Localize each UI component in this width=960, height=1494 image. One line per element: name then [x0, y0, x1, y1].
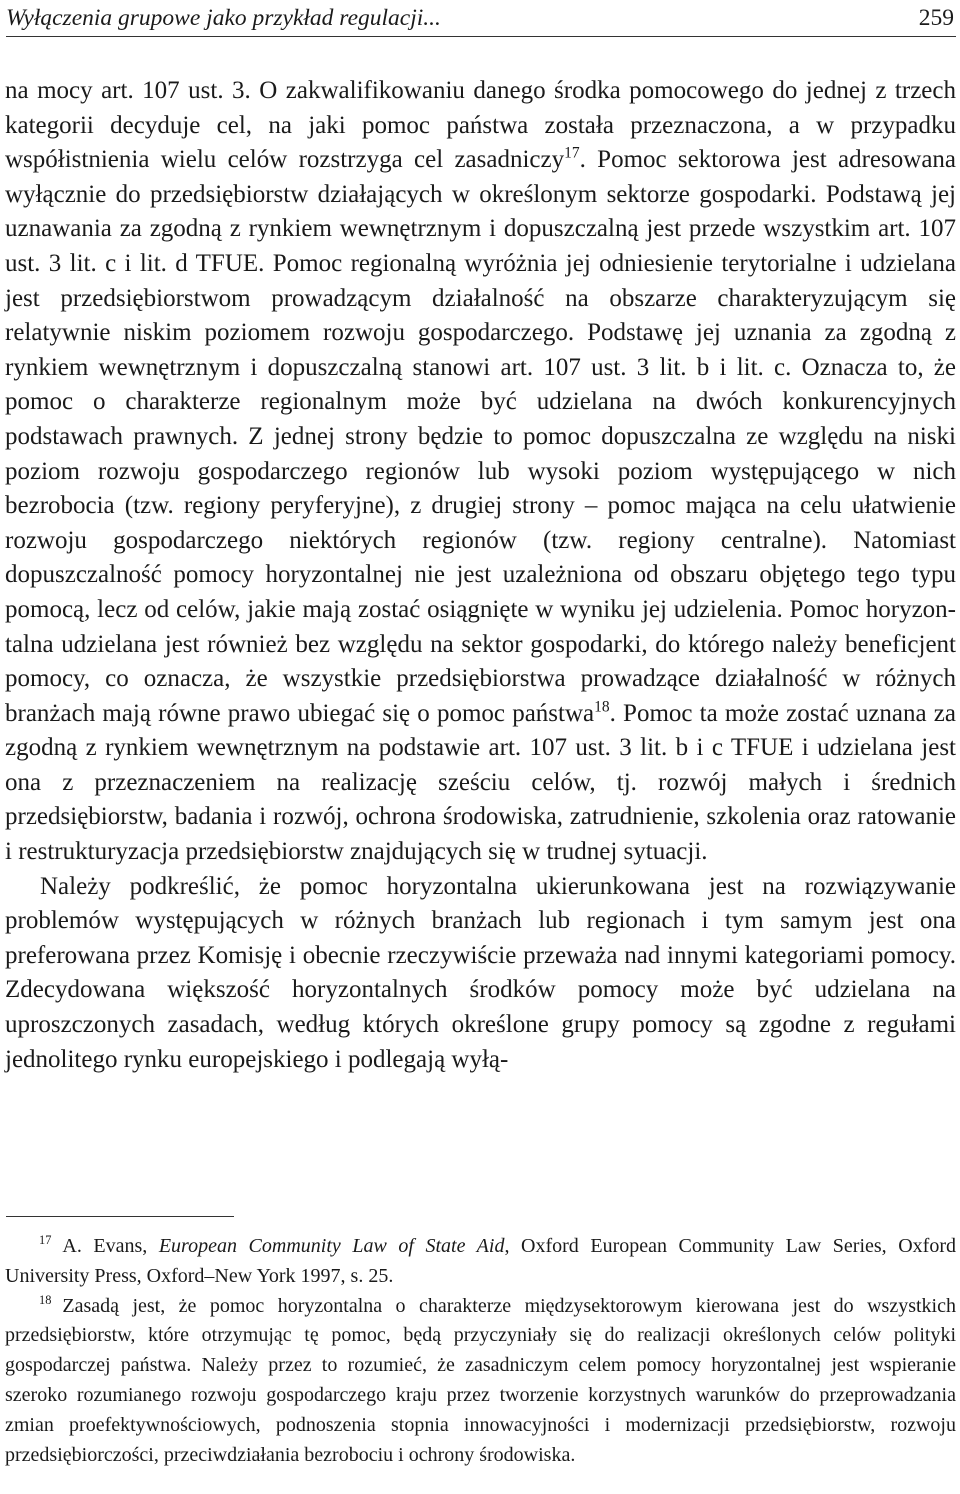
footnote-ref-18[interactable]: 18	[594, 698, 610, 716]
running-header	[6, 2, 956, 37]
footnote-18	[5, 1292, 956, 1471]
paragraph-1	[5, 74, 956, 870]
main-text	[5, 74, 956, 1077]
paragraph-2: Należy podkreślić, że pomoc horyzontalna ukierunkowana jest na rozwiązywanie problemów występujących w różnych branżach lub regionach i tym samym jest ona preferowana przez Komisję i obecnie rzeczywiście przeważa nad innymi kategoriami pomocy. Zdecydowana większość horyzontalnych środków pomocy może być udzielana na uproszczonych zasadach, według których określone grupy pomocy są zgodne z regułami jednolitego rynku europejskiego i podlegają wyłą-	[5, 872, 956, 1073]
footnote-divider	[6, 1216, 234, 1217]
footnote-number: 18	[39, 1292, 52, 1307]
paragraph-1-part-b: . Pomoc sektorowa jest adresowana wyłącznie do przedsiębiorstw działających w określonym sektorze gospodarki. Podstawą jej uznawania za zgodną z rynkiem wewnętrznym i dopuszczalną jest przede wszystkim art. 107 ust. 3 lit. c i lit. d TFUE. Pomoc regionalną wyróżnia jej odniesienie terytorialne i udzielana jest przedsiębiorstwom prowadzącym działalność na obszarze charakteryzującym się relatywnie niskim poziomem rozwoju gospodarczego. Podstawę jej uznania za zgodną z rynkiem wewnętrznym i dopuszczalną stanowi art. 107 ust. 3 lit. b i lit. c. Oznacza to, że pomoc o charakterze regionalnym może być udzielana na dwóch konkurencyjnych podstawach prawnych. Z jednej strony będzie to pomoc dopuszczalna ze względu na niski poziom rozwoju gospodarczego regionów lub wysoki poziom występującego w nich bezrobocia (tzw. regiony peryferyjne), z drugiej strony – pomoc mająca na celu ułatwienie rozwoju gospodarczego niektórych regionów (tzw. regiony centralne). Natomiast dopuszczalność pomocy horyzontalnej nie jest uzależniona od obszaru objętego tego typu pomocą, lecz od celów, jakie mają zostać osiągnięte w wyniku jej udzielenia. Pomoc horyzontalna udzielana jest również bez względu na sektor gospodarki, do którego należy beneficjent pomocy, co oznacza, że wszystkie przedsiębiorstwa prowadzące działalność w różnych branżach mają równe prawo ubiegać się o pomoc państwa	[5, 146, 957, 727]
footnote-ref-17[interactable]: 17	[564, 144, 580, 162]
running-title: Wyłączenia grupowe jako przykład regulacji...	[6, 5, 441, 31]
footnote-citation: , Oxford European Community Law Series, Oxford University Press, Oxford–New York 1997, s. 25.	[5, 1235, 956, 1287]
footnote-book-title: European Community Law of State Aid	[158, 1235, 505, 1257]
footnote-author: A. Evans,	[62, 1235, 159, 1257]
page-number: 259	[918, 5, 954, 31]
paragraph-1-part-c: . Pomoc ta może zostać uznana za zgodną z rynkiem wewnętrznym na podstawie art. 107 ust. 3 lit. b i c TFUE i udzielana jest ona z przeznaczeniem na realizację sześciu celów, tj. rozwój małych i średnich przedsiębiorstw, badania i rozwój, ochrona środowiska, zatrudnienie, szkolenia oraz ratowanie i restrukturyzacja przedsiębiorstw znajdujących się w trudnej sytuacji.	[5, 699, 956, 866]
footnote-17	[5, 1232, 956, 1292]
footnotes	[5, 1232, 956, 1470]
paragraph-1-part-a: na mocy art. 107 ust. 3. O zakwalifikowaniu danego środka pomocowego do jednej z trzech kategorii decyduje cel, na jaki pomoc państwa została przeznaczona, a w przypadku współistnienia wielu celów rozstrzyga cel zasadniczy	[5, 77, 956, 174]
footnote-number: 17	[39, 1233, 52, 1248]
footnote-text: Zasadą jest, że pomoc horyzontalna o charakterze międzysektorowym kierowana jest do wszystkich przedsiębiorstw, które otrzymując tę pomoc, będą przyczyniały się do realizacji określonych celów polityki gospodarczej państwa. Należy przez to rozumieć, że zasadniczym celem pomocy horyzontalnej jest wspieranie szeroko rozumianego rozwoju gospodarczego kraju przez tworzenie korzystnych warunków do przeprowadzania zmian proefektywnościowych, podnoszenia stopnia innowacyjności i modernizacji przedsiębiorstw, rozwoju przedsiębiorczości, przeciwdziałania bezrobociu i ochrony środowiska.	[5, 1294, 956, 1466]
